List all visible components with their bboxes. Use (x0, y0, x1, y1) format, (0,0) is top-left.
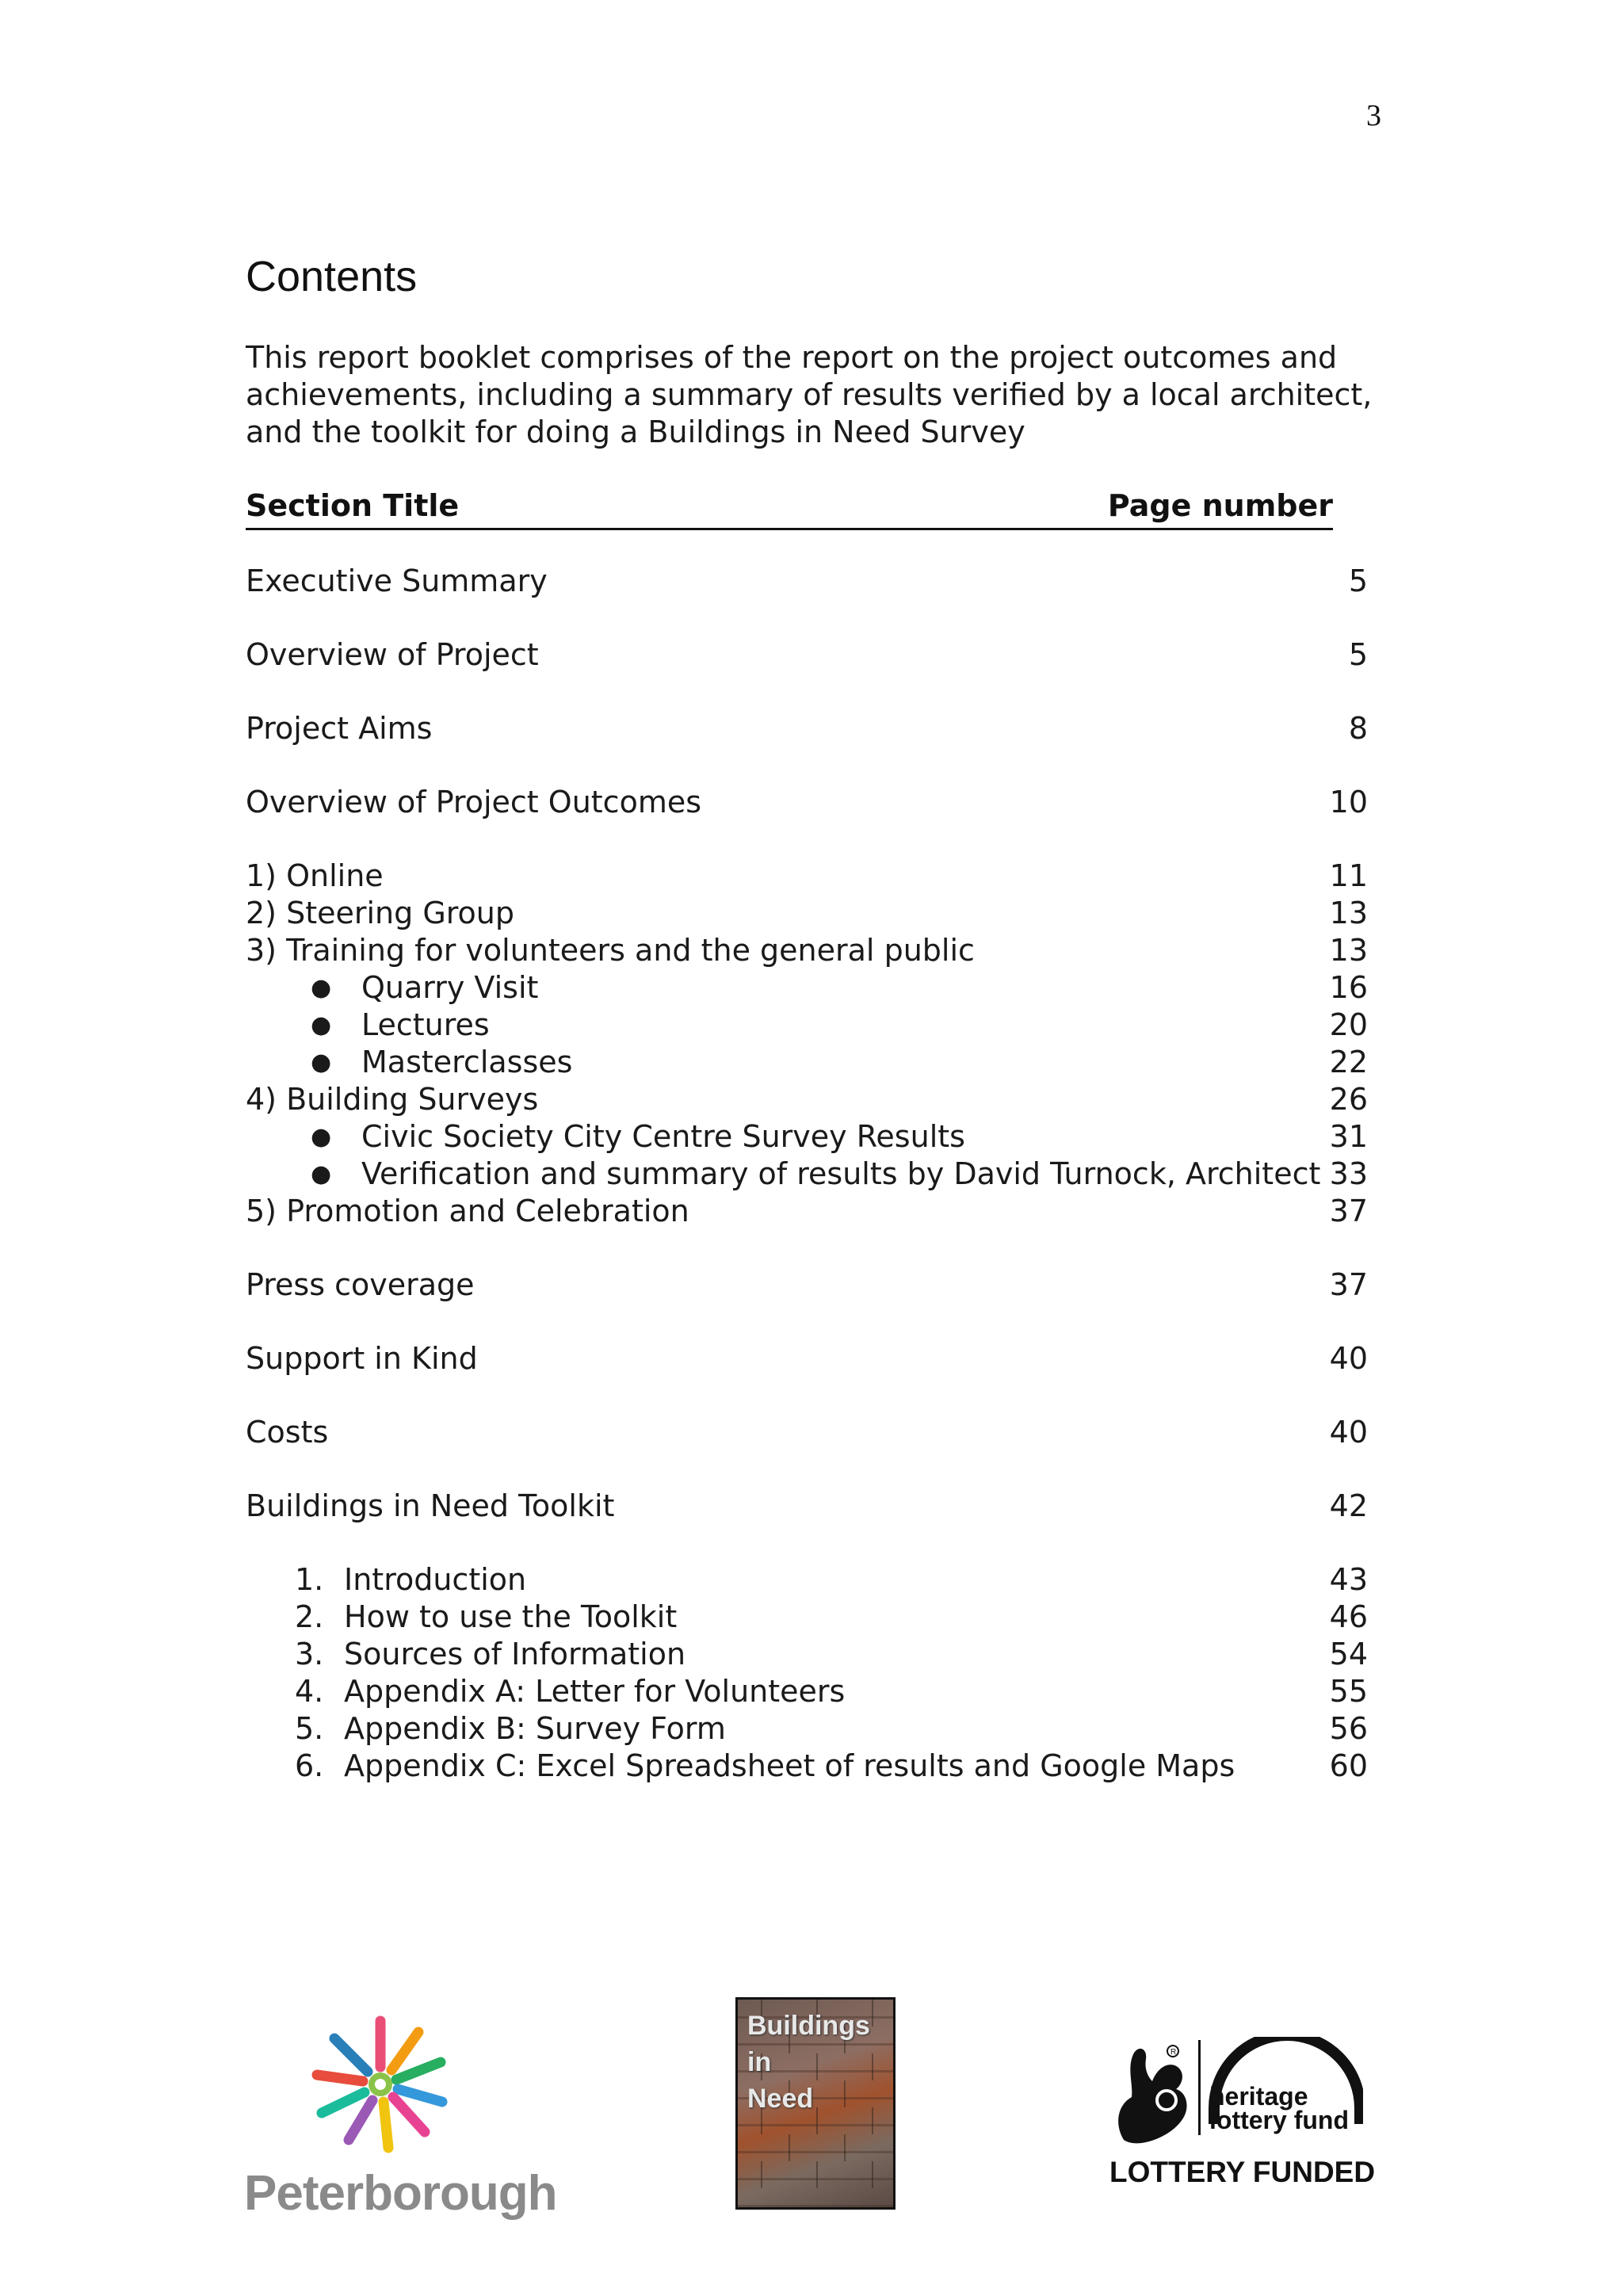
toc-entry-title: Costs (246, 1415, 329, 1450)
toc-entry-title: Project Aims (246, 711, 433, 746)
toc-entry-page: 55 (1329, 1674, 1368, 1709)
bin-line: Buildings (747, 2011, 870, 2041)
toc-entry-title: Appendix C: Excel Spreadsheet of results and Google Maps (344, 1748, 1235, 1783)
toc-entry-number: 1. (295, 1562, 324, 1597)
toc-entry-title: Masterclasses (361, 1045, 573, 1079)
toc-entry-page: 22 (1329, 1045, 1368, 1079)
toc-entry-page: 56 (1329, 1711, 1368, 1746)
toc-entry-page: 5 (1348, 563, 1368, 598)
toc-entry-title: 2) Steering Group (246, 896, 515, 930)
toc-entry (246, 1340, 1368, 1377)
toc-entry-title: 4) Building Surveys (246, 1082, 539, 1117)
toc-entry-title: How to use the Toolkit (344, 1599, 678, 1634)
toc-entry-page: 42 (1329, 1488, 1368, 1523)
bullet-icon: ● (311, 1160, 332, 1188)
toc-header-page: Page number (1107, 488, 1333, 523)
toc-entry-title: Executive Summary (246, 563, 548, 598)
toc-entry-number: 3. (295, 1637, 324, 1671)
toc-subentry (246, 1007, 1368, 1044)
toc-entry (246, 858, 1368, 895)
intro-paragraph: This report booklet comprises of the report on the project outcomes and achievements, including a summary of results verified by a local architect, and the toolkit for doing a Buildings in Need Survey (246, 340, 1373, 449)
toc-entry-page: 11 (1329, 858, 1368, 893)
toc-subentry (246, 969, 1368, 1007)
toc-entry-page: 26 (1329, 1082, 1368, 1117)
toc-entry (246, 563, 1368, 600)
toc-entry-title: Buildings in Need Toolkit (246, 1488, 615, 1523)
toc-entry-title: Support in Kind (246, 1341, 478, 1376)
buildings-in-need-text (747, 2008, 870, 2117)
peterborough-logo (238, 2013, 557, 2221)
toc-entry-title: 3) Training for volunteers and the general public (246, 933, 975, 968)
toc-entry-title: Lectures (361, 1007, 490, 1042)
toc-entry (246, 1266, 1368, 1304)
toc-numbered-entry (246, 1599, 1368, 1636)
toc-entry-page: 10 (1329, 785, 1368, 819)
toc-entry-page: 37 (1329, 1194, 1368, 1228)
toc-header-section: Section Title (246, 488, 460, 523)
lottery-crossed-fingers-icon (1109, 2037, 1197, 2148)
bullet-icon: ● (311, 1049, 332, 1076)
page-title: Contents (246, 253, 418, 300)
toc-subentry (246, 1044, 1368, 1081)
toc-entry-title: Introduction (344, 1562, 527, 1597)
peterborough-wordmark: Peterborough (244, 2166, 557, 2221)
toc-entry-page: 8 (1348, 711, 1368, 746)
toc-entry-page: 13 (1329, 933, 1368, 968)
starburst-icon (309, 2013, 452, 2156)
lottery-funded-label: LOTTERY FUNDED (1109, 2156, 1376, 2188)
toc-entry-title: Quarry Visit (361, 970, 539, 1005)
toc-subentry (246, 1156, 1368, 1193)
toc-entry-number: 5. (295, 1711, 324, 1746)
toc-entry-title: Civic Society City Centre Survey Results (361, 1119, 965, 1154)
toc-entry-title: 1) Online (246, 858, 384, 893)
toc-entry-number: 2. (295, 1599, 324, 1634)
toc-entry (246, 1488, 1368, 1525)
toc-entry-page: 43 (1329, 1562, 1368, 1597)
toc-entry (246, 1081, 1368, 1118)
toc-entry-page: 31 (1329, 1119, 1368, 1154)
toc-entry (246, 1193, 1368, 1230)
toc-entry-title: Appendix A: Letter for Volunteers (344, 1674, 846, 1709)
toc-entry-title: Sources of Information (344, 1637, 686, 1671)
toc-entry (246, 636, 1368, 674)
toc-entry-page: 33 (1329, 1156, 1368, 1191)
bin-line: in (747, 2047, 772, 2077)
toc-entry (246, 932, 1368, 969)
bullet-icon: ● (311, 1123, 332, 1151)
toc-numbered-entry (246, 1636, 1368, 1673)
bin-line: Need (747, 2084, 814, 2114)
toc-entry-number: 6. (295, 1748, 324, 1783)
toc-entry (246, 784, 1368, 821)
toc-entry-page: 13 (1329, 896, 1368, 930)
bullet-icon: ● (311, 974, 332, 1002)
toc-entry-page: 46 (1329, 1599, 1368, 1634)
toc-numbered-entry (246, 1710, 1368, 1748)
toc-numbered-entry (246, 1673, 1368, 1710)
toc-entry-page: 20 (1329, 1007, 1368, 1042)
hlf-line: lottery fund (1209, 2106, 1349, 2134)
toc-entry (246, 1414, 1368, 1451)
toc-entry-title: 5) Promotion and Celebration (246, 1194, 689, 1228)
toc-subentry (246, 1118, 1368, 1156)
toc-entry-number: 4. (295, 1674, 324, 1709)
heritage-lottery-fund-logo (1109, 2037, 1379, 2211)
bullet-icon: ● (311, 1011, 332, 1039)
toc-entry-page: 5 (1348, 637, 1368, 672)
toc-entry-page: 54 (1329, 1637, 1368, 1671)
toc-entry-page: 40 (1329, 1415, 1368, 1450)
toc-entry (246, 710, 1368, 747)
toc-entry-page: 40 (1329, 1341, 1368, 1376)
toc-entry (246, 895, 1368, 932)
toc-entry-page: 16 (1329, 970, 1368, 1005)
buildings-in-need-logo (735, 1997, 896, 2210)
toc-numbered-entry (246, 1748, 1368, 1785)
toc-entry-page: 60 (1329, 1748, 1368, 1783)
page-number: 3 (1366, 99, 1381, 132)
toc-entry-title: Overview of Project (246, 637, 539, 672)
toc-header (246, 488, 1333, 530)
toc-entry-page: 37 (1329, 1267, 1368, 1302)
toc-entry-title: Appendix B: Survey Form (344, 1711, 726, 1746)
heritage-lottery-fund-text (1209, 2084, 1349, 2132)
hlf-line: heritage (1209, 2082, 1308, 2111)
table-of-contents (246, 563, 1368, 1785)
toc-entry-title: Verification and summary of results by David Turnock, Architect (361, 1156, 1321, 1191)
toc-entry-title: Press coverage (246, 1267, 475, 1302)
svg-text:R: R (1170, 2048, 1177, 2057)
toc-numbered-entry (246, 1561, 1368, 1599)
logo-divider (1198, 2040, 1201, 2135)
toc-entry-title: Overview of Project Outcomes (246, 785, 702, 819)
